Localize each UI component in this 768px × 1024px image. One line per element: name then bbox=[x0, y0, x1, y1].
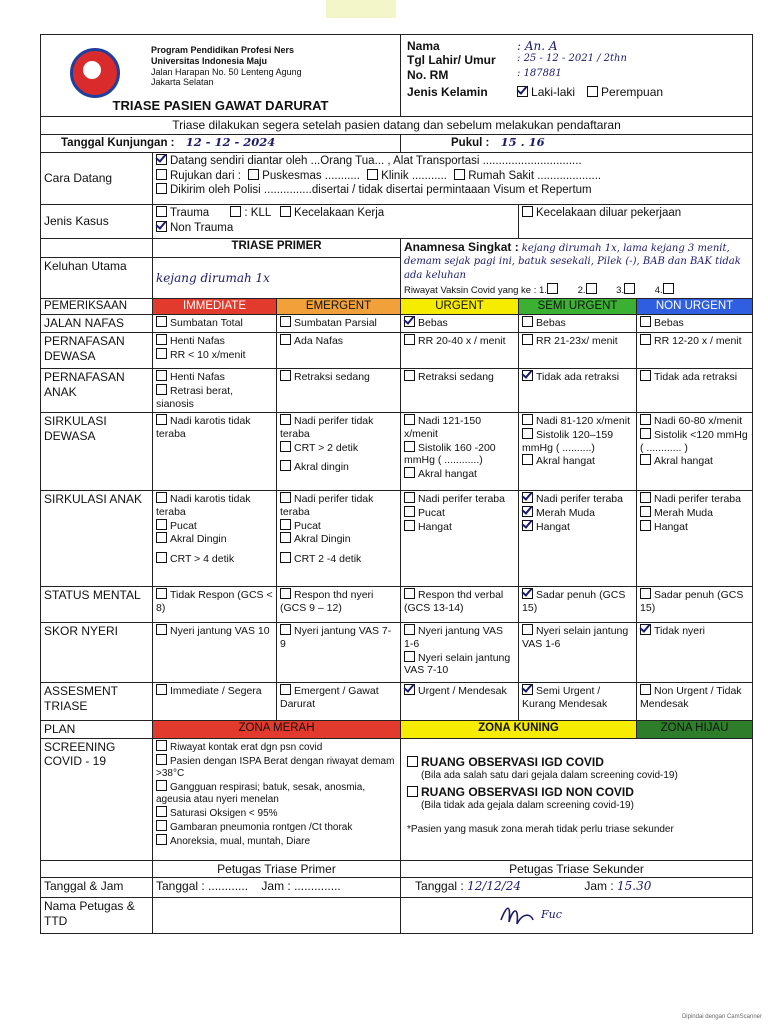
sekunder-tanggal-jam bbox=[401, 878, 753, 898]
address-line-2: Jakarta Selatan bbox=[151, 77, 214, 88]
tgl-lahir-label: Tgl Lahir/ Umur bbox=[407, 53, 496, 68]
perempuan-checkbox[interactable] bbox=[587, 86, 598, 97]
ruang-non-covid-label: RUANG OBSERVASI IGD NON COVID bbox=[421, 784, 634, 799]
ruang-observasi-cell bbox=[401, 738, 753, 860]
keluhan-utama-value: kejang dirumah 1x bbox=[153, 258, 401, 299]
screening-checkbox-5[interactable] bbox=[156, 820, 167, 831]
sd-non-text-3: Akral hangat bbox=[654, 455, 713, 468]
sd-semi-text-2: Sistolik 120–159 mmHg ( ..........) bbox=[522, 429, 614, 454]
urgent-header: URGENT bbox=[401, 298, 519, 315]
sd-emergent-checkbox-1[interactable] bbox=[280, 414, 291, 425]
as-immediate-text: Immediate / Segera bbox=[170, 685, 262, 698]
pernafasan-anak-label: PERNAFASAN ANAK bbox=[41, 369, 153, 413]
sd-urgent-checkbox-2[interactable] bbox=[404, 441, 415, 452]
sa-semi-checkbox-3[interactable] bbox=[522, 520, 533, 531]
pa-urgent-checkbox[interactable] bbox=[404, 370, 415, 381]
zona-hijau-header: ZONA HIJAU bbox=[637, 721, 753, 738]
ruang-non-covid-checkbox[interactable] bbox=[407, 786, 418, 797]
sa-semi-checkbox-1[interactable] bbox=[522, 492, 533, 503]
rumah-sakit-label: Rumah Sakit .................... bbox=[468, 169, 602, 182]
anamnesa-text: kejang dirumah 1x, lama kejang 3 menit, demam sejak pagi ini, batuk sesekali, Pilek (-), BAB dan BAK tidak ada keluhan bbox=[404, 242, 741, 281]
sekunder-jam-label: Jam : bbox=[584, 879, 614, 894]
sd-emergent-checkbox-2[interactable] bbox=[280, 441, 291, 452]
jn-immediate-checkbox[interactable] bbox=[156, 316, 167, 327]
sn-semi-checkbox[interactable] bbox=[522, 624, 533, 635]
jenis-kelamin-label: Jenis Kelamin bbox=[407, 85, 488, 100]
sa-urgent-text-2: Pucat bbox=[418, 507, 445, 520]
sekunder-tanggal-value: 12/12/24 bbox=[467, 879, 521, 894]
signature-name: Fuc bbox=[541, 908, 562, 922]
sm-immediate-checkbox[interactable] bbox=[156, 588, 167, 599]
sa-immediate-checkbox-3[interactable] bbox=[156, 532, 167, 543]
pa-non-checkbox[interactable] bbox=[640, 370, 651, 381]
pa-immediate-text-2: Retrasi berat, sianosis bbox=[156, 385, 234, 410]
screening-item-6: Anoreksia, mual, muntah, Diare bbox=[170, 835, 311, 847]
visit-time-cell bbox=[401, 135, 753, 153]
visit-time-value: 15 . 16 bbox=[500, 135, 545, 149]
university-logo bbox=[70, 48, 120, 98]
kecelakaan-luar-checkbox[interactable] bbox=[522, 206, 533, 217]
kll-label: : KLL bbox=[244, 206, 271, 219]
rujukan-label: Rujukan dari : bbox=[170, 169, 241, 182]
kll-checkbox[interactable] bbox=[230, 206, 241, 217]
jalan-nafas-label: JALAN NAFAS bbox=[41, 315, 153, 333]
handwritten-signature bbox=[497, 900, 537, 930]
primer-tanggal: Tanggal : ............ bbox=[156, 879, 249, 894]
pemeriksaan-header: PEMERIKSAAN bbox=[41, 298, 153, 315]
nama-petugas-label: Nama Petugas & TTD bbox=[41, 898, 153, 934]
pa-non-text: Tidak ada retraksi bbox=[654, 371, 738, 384]
as-emergent-checkbox[interactable] bbox=[280, 684, 291, 695]
sa-emergent-text-1: Nadi perifer tidak teraba bbox=[280, 493, 374, 519]
ruang-covid-checkbox[interactable] bbox=[407, 756, 418, 767]
sa-immediate-text-3: Akral Dingin bbox=[170, 533, 227, 546]
screening-item-2: Pasien dengan ISPA Berat dengan riwayat demam >38°C bbox=[156, 755, 395, 779]
sa-semi-checkbox-2[interactable] bbox=[522, 506, 533, 517]
screening-covid-label: SCREENING COVID - 19 bbox=[41, 738, 153, 860]
sa-semi-text-3: Hangat bbox=[536, 520, 570, 533]
sd-non-text-2: Sistolik <120 mmHg ( ............ ) bbox=[640, 429, 748, 454]
pa-immediate-checkbox-2[interactable] bbox=[156, 384, 167, 395]
top-paper-strip bbox=[326, 0, 396, 18]
keluhan-utama-label: Keluhan Utama bbox=[41, 258, 153, 299]
screening-checkbox-1[interactable] bbox=[156, 740, 167, 751]
as-non-text: Non Urgent / Tidak Mendesak bbox=[640, 685, 742, 711]
sd-urgent-text-3: Akral hangat bbox=[418, 467, 477, 480]
screening-checkbox-6[interactable] bbox=[156, 834, 167, 845]
jn-non-checkbox[interactable] bbox=[640, 316, 651, 327]
sn-urgent-text-1: Nyeri jantung VAS 1-6 bbox=[404, 625, 504, 651]
triage-form-table bbox=[40, 34, 753, 934]
jenis-kasus-options bbox=[153, 204, 519, 238]
screening-item-5: Gambaran pneumonia rontgen /Ct thorak bbox=[170, 821, 353, 833]
assesment-triase-label: ASSESMENT TRIASE bbox=[41, 683, 153, 721]
sa-immediate-checkbox-4[interactable] bbox=[156, 552, 167, 563]
sekunder-jam-value: 15.30 bbox=[617, 879, 652, 894]
sd-urgent-text-1: Nadi 121-150 x/menit bbox=[404, 415, 482, 441]
polisi-checkbox[interactable] bbox=[156, 183, 167, 194]
pd-urgent-text: RR 20-40 x / menit bbox=[418, 335, 506, 348]
sm-urgent-text: Respon thd verbal (GCS 13-14) bbox=[404, 589, 504, 615]
petugas-sekunder-heading: Petugas Triase Sekunder bbox=[401, 860, 753, 877]
sn-semi-text: Nyeri selain jantung VAS 1-6 bbox=[522, 625, 629, 651]
no-rm-label: No. RM bbox=[407, 67, 449, 82]
cara-datang-label: Cara Datang bbox=[41, 152, 153, 204]
status-mental-label: STATUS MENTAL bbox=[41, 587, 153, 623]
triase-primer-heading: TRIASE PRIMER bbox=[153, 238, 401, 257]
pd-emergent-text: Ada Nafas bbox=[294, 335, 344, 348]
jn-immediate-text: Sumbatan Total bbox=[170, 317, 243, 330]
jn-urgent-text: Bebas bbox=[418, 317, 448, 330]
screening-item-1: Riwayat kontak erat dgn psn covid bbox=[170, 741, 323, 753]
as-semi-checkbox[interactable] bbox=[522, 684, 533, 695]
triage-form-page bbox=[40, 34, 752, 942]
pa-immediate-text-1: Henti Nafas bbox=[170, 371, 225, 384]
sa-emergent-checkbox-1[interactable] bbox=[280, 492, 291, 503]
cara-datang-options bbox=[153, 152, 753, 204]
pd-immediate-text-2: RR < 10 x/menit bbox=[170, 349, 246, 362]
as-non-checkbox[interactable] bbox=[640, 684, 651, 695]
pd-non-checkbox[interactable] bbox=[640, 334, 651, 345]
sa-urgent-text-1: Nadi perifer teraba bbox=[418, 493, 505, 506]
sd-emergent-text-2: CRT > 2 detik bbox=[294, 441, 359, 454]
sd-non-text-1: Nadi 60-80 x/menit bbox=[654, 415, 743, 428]
vaksin-1-checkbox[interactable] bbox=[547, 283, 558, 294]
primer-signature-cell bbox=[153, 898, 401, 934]
pd-semi-text: RR 21-23x/ menit bbox=[536, 335, 618, 348]
primer-jam: Jam : .............. bbox=[261, 879, 341, 894]
pd-immediate-text-1: Henti Nafas bbox=[170, 335, 225, 348]
program-name: Program Pendidikan Profesi Ners bbox=[151, 45, 295, 55]
sn-non-checkbox[interactable] bbox=[640, 624, 651, 635]
anamnesa-cell bbox=[401, 238, 753, 298]
as-semi-text: Semi Urgent / Kurang Mendesak bbox=[522, 685, 608, 711]
jn-urgent-checkbox[interactable] bbox=[404, 316, 415, 327]
sm-semi-checkbox[interactable] bbox=[522, 588, 533, 599]
nama-value: : An. A bbox=[517, 39, 558, 53]
sn-emergent-checkbox[interactable] bbox=[280, 624, 291, 635]
sekunder-tanggal-label: Tanggal : bbox=[415, 879, 464, 894]
sirkulasi-anak-label: SIRKULASI ANAK bbox=[41, 491, 153, 587]
jn-semi-checkbox[interactable] bbox=[522, 316, 533, 327]
sa-urgent-text-3: Hangat bbox=[418, 520, 452, 533]
kecelakaan-kerja-label: Kecelakaan Kerja bbox=[294, 206, 385, 219]
ruang-covid-note: (Bila ada salah satu dari gejala dalam screening covid-19) bbox=[421, 769, 678, 781]
rumah-sakit-checkbox[interactable] bbox=[454, 169, 465, 180]
pd-non-text: RR 12-20 x / menit bbox=[654, 335, 742, 348]
sd-emergent-checkbox-3[interactable] bbox=[280, 460, 291, 471]
as-urgent-checkbox[interactable] bbox=[404, 684, 415, 695]
sd-non-checkbox-3[interactable] bbox=[640, 454, 651, 465]
anamnesa-label: Anamnesa Singkat : bbox=[404, 239, 519, 254]
jn-emergent-checkbox[interactable] bbox=[280, 316, 291, 327]
sd-immediate-checkbox[interactable] bbox=[156, 414, 167, 425]
pd-urgent-checkbox[interactable] bbox=[404, 334, 415, 345]
sm-emergent-text: Respon thd nyeri (GCS 9 – 12) bbox=[280, 589, 374, 615]
sa-emergent-text-3: Akral Dingin bbox=[294, 533, 351, 546]
sd-semi-text-3: Akral hangat bbox=[536, 455, 595, 468]
datang-sendiri-checkbox[interactable] bbox=[156, 154, 167, 165]
vaksin-4-label: 4. bbox=[654, 285, 663, 297]
screening-item-3: Gangguan respirasi; batuk, sesak, anosmia, ageusia atau nyeri menelan bbox=[156, 781, 366, 805]
pa-immediate-checkbox-1[interactable] bbox=[156, 370, 167, 381]
sa-semi-text-1: Nadi perifer teraba bbox=[536, 493, 623, 506]
visit-date-cell bbox=[41, 135, 401, 153]
address-line-1: Jalan Harapan No. 50 Lenteng Agung bbox=[151, 66, 302, 77]
sa-immediate-checkbox-2[interactable] bbox=[156, 519, 167, 530]
sd-immediate-text: Nadi karotis tidak teraba bbox=[156, 415, 251, 441]
patient-identity-block bbox=[401, 35, 753, 117]
jenis-kasus-label: Jenis Kasus bbox=[41, 204, 153, 238]
kecelakaan-luar-cell bbox=[519, 204, 753, 238]
screening-item-4: Saturasi Oksigen < 95% bbox=[170, 807, 278, 819]
sa-urgent-checkbox-3[interactable] bbox=[404, 520, 415, 531]
puskesmas-checkbox[interactable] bbox=[248, 169, 259, 180]
vaksin-2-checkbox[interactable] bbox=[586, 283, 597, 294]
sa-immediate-checkbox-1[interactable] bbox=[156, 492, 167, 503]
puskesmas-label: Puskesmas ........... bbox=[262, 169, 360, 182]
sd-non-checkbox-2[interactable] bbox=[640, 428, 651, 439]
jn-non-text: Bebas bbox=[654, 317, 684, 330]
skor-nyeri-label: SKOR NYERI bbox=[41, 623, 153, 683]
screening-items-cell bbox=[153, 738, 401, 860]
non-trauma-label: Non Trauma bbox=[170, 221, 234, 234]
sa-non-text-3: Hangat bbox=[654, 520, 688, 533]
vaksin-label: Riwayat Vaksin Covid yang ke : 1. bbox=[404, 285, 547, 297]
sa-urgent-checkbox-1[interactable] bbox=[404, 492, 415, 503]
triase-primer-blank bbox=[41, 238, 153, 257]
semi-urgent-header: SEMI URGENT bbox=[519, 298, 637, 315]
non-trauma-checkbox[interactable] bbox=[156, 221, 167, 232]
university-name: Universitas Indonesia Maju bbox=[151, 55, 268, 66]
triage-note: Triase dilakukan segera setelah pasien datang dan sebelum melakukan pendaftaran bbox=[41, 117, 753, 135]
sa-emergent-text-2: Pucat bbox=[294, 519, 321, 532]
sn-immediate-text: Nyeri jantung VAS 10 bbox=[170, 625, 270, 638]
sn-immediate-checkbox[interactable] bbox=[156, 624, 167, 635]
pd-semi-checkbox[interactable] bbox=[522, 334, 533, 345]
ruang-non-covid-note: (Bila tidak ada gejala dalam screening covid-19) bbox=[421, 799, 634, 811]
sa-urgent-checkbox-2[interactable] bbox=[404, 506, 415, 517]
no-rm-value: : 187881 bbox=[517, 67, 562, 79]
sa-emergent-checkbox-4[interactable] bbox=[280, 552, 291, 563]
sirkulasi-dewasa-label: SIRKULASI DEWASA bbox=[41, 413, 153, 491]
sn-urgent-checkbox-1[interactable] bbox=[404, 624, 415, 635]
laki-laki-label: Laki-laki bbox=[531, 85, 576, 100]
screening-checkbox-2[interactable] bbox=[156, 754, 167, 765]
sa-emergent-checkbox-2[interactable] bbox=[280, 519, 291, 530]
pa-emergent-text: Retraksi sedang bbox=[294, 371, 370, 384]
sd-emergent-text-1: Nadi perifer tidak teraba bbox=[280, 415, 374, 441]
pd-immediate-checkbox-1[interactable] bbox=[156, 334, 167, 345]
sa-semi-text-2: Merah Muda bbox=[536, 507, 595, 520]
laki-laki-checkbox[interactable] bbox=[517, 86, 528, 97]
sm-immediate-text: Tidak Respon (GCS < 8) bbox=[156, 589, 273, 615]
sm-non-checkbox[interactable] bbox=[640, 588, 651, 599]
as-emergent-text: Emergent / Gawat Darurat bbox=[280, 685, 379, 711]
screening-checkbox-4[interactable] bbox=[156, 806, 167, 817]
vaksin-2-label: 2. bbox=[577, 285, 586, 297]
pd-immediate-checkbox-2[interactable] bbox=[156, 348, 167, 359]
sekunder-signature-cell bbox=[401, 898, 753, 934]
sm-semi-text: Sadar penuh (GCS 15) bbox=[522, 589, 626, 615]
primer-tanggal-jam bbox=[153, 878, 401, 898]
sd-non-checkbox-1[interactable] bbox=[640, 414, 651, 425]
screening-checkbox-3[interactable] bbox=[156, 780, 167, 791]
jn-semi-text: Bebas bbox=[536, 317, 566, 330]
sd-semi-text-1: Nadi 81-120 x/menit bbox=[536, 415, 630, 428]
trauma-label: Trauma bbox=[170, 206, 210, 219]
sd-urgent-checkbox-3[interactable] bbox=[404, 467, 415, 478]
rujukan-checkbox[interactable] bbox=[156, 169, 167, 180]
screening-footnote: *Pasien yang masuk zona merah tidak perlu triase sekunder bbox=[407, 823, 674, 835]
klinik-checkbox[interactable] bbox=[367, 169, 378, 180]
as-immediate-checkbox[interactable] bbox=[156, 684, 167, 695]
plan-label: PLAN bbox=[41, 721, 153, 738]
sa-emergent-text-4: CRT 2 -4 detik bbox=[294, 552, 362, 565]
vaksin-3-label: 3. bbox=[616, 285, 625, 297]
sd-emergent-text-3: Akral dingin bbox=[294, 461, 349, 474]
zona-kuning-header: ZONA KUNING bbox=[401, 721, 637, 738]
sm-non-text: Sadar penuh (GCS 15) bbox=[640, 589, 744, 615]
sa-non-checkbox-3[interactable] bbox=[640, 520, 651, 531]
pd-emergent-checkbox[interactable] bbox=[280, 334, 291, 345]
datang-sendiri-text: Datang sendiri diantar oleh ...Orang Tua... , Alat Transportasi ............................... bbox=[170, 154, 582, 167]
petugas-primer-heading: Petugas Triase Primer bbox=[153, 860, 401, 877]
sn-urgent-text-2: Nyeri selain jantung VAS 7-10 bbox=[404, 651, 511, 677]
trauma-checkbox[interactable] bbox=[156, 206, 167, 217]
kecelakaan-kerja-checkbox[interactable] bbox=[280, 206, 291, 217]
sd-semi-checkbox-3[interactable] bbox=[522, 454, 533, 465]
sa-non-checkbox-1[interactable] bbox=[640, 492, 651, 503]
sd-urgent-text-2: Sistolik 160 -200 mmHg ( ............) bbox=[404, 441, 496, 467]
pa-emergent-checkbox[interactable] bbox=[280, 370, 291, 381]
sn-non-text: Tidak nyeri bbox=[654, 625, 705, 638]
form-title: TRIASE PASIEN GAWAT DARURAT bbox=[41, 97, 401, 117]
sm-urgent-checkbox[interactable] bbox=[404, 588, 415, 599]
sa-non-text-1: Nadi perifer teraba bbox=[654, 493, 741, 506]
tanggal-jam-label: Tanggal & Jam bbox=[41, 878, 153, 898]
sa-non-checkbox-2[interactable] bbox=[640, 506, 651, 517]
sn-urgent-checkbox-2[interactable] bbox=[404, 651, 415, 662]
nama-label: Nama bbox=[407, 39, 440, 53]
petugas-blank bbox=[41, 860, 153, 877]
camscanner-watermark: Dipindai dengan CamScanner bbox=[681, 1014, 762, 1020]
sa-emergent-checkbox-3[interactable] bbox=[280, 532, 291, 543]
sd-semi-checkbox-2[interactable] bbox=[522, 428, 533, 439]
sd-semi-checkbox-1[interactable] bbox=[522, 414, 533, 425]
zona-merah-header: ZONA MERAH bbox=[153, 721, 401, 738]
visit-date-label: Tanggal Kunjungan : bbox=[61, 137, 175, 149]
sn-emergent-text: Nyeri jantung VAS 7-9 bbox=[280, 625, 392, 651]
sa-immediate-text-4: CRT > 4 detik bbox=[170, 552, 235, 565]
immediate-header: IMMEDIATE bbox=[153, 298, 277, 315]
vaksin-3-checkbox[interactable] bbox=[624, 283, 635, 294]
pa-urgent-text: Retraksi sedang bbox=[418, 371, 494, 384]
pa-semi-checkbox[interactable] bbox=[522, 370, 533, 381]
tgl-lahir-value: : 25 - 12 - 2021 / 2thn bbox=[517, 53, 627, 65]
pa-semi-text: Tidak ada retraksi bbox=[536, 371, 620, 384]
ruang-covid-label: RUANG OBSERVASI IGD COVID bbox=[421, 754, 604, 769]
visit-date-value: 12 - 12 - 2024 bbox=[185, 135, 276, 149]
emergent-header: EMERGENT bbox=[277, 298, 401, 315]
sd-urgent-checkbox-1[interactable] bbox=[404, 414, 415, 425]
pernafasan-dewasa-label: PERNAFASAN DEWASA bbox=[41, 333, 153, 369]
visit-time-label: Pukul : bbox=[451, 137, 490, 149]
sa-non-text-2: Merah Muda bbox=[654, 507, 713, 520]
non-urgent-header: NON URGENT bbox=[637, 298, 753, 315]
sa-immediate-text-1: Nadi karotis tidak teraba bbox=[156, 493, 251, 519]
jn-emergent-text: Sumbatan Parsial bbox=[294, 317, 377, 330]
perempuan-label: Perempuan bbox=[601, 85, 664, 100]
as-urgent-text: Urgent / Mendesak bbox=[418, 685, 507, 698]
vaksin-4-checkbox[interactable] bbox=[663, 283, 674, 294]
kecelakaan-luar-label: Kecelakaan diluar pekerjaan bbox=[536, 206, 682, 219]
sm-emergent-checkbox[interactable] bbox=[280, 588, 291, 599]
sa-immediate-text-2: Pucat bbox=[170, 519, 197, 532]
polisi-text: Dikirim oleh Polisi ...............disertai / tidak disertai permintaaan Visum et Repertum bbox=[170, 184, 592, 197]
klinik-label: Klinik ........... bbox=[381, 169, 447, 182]
